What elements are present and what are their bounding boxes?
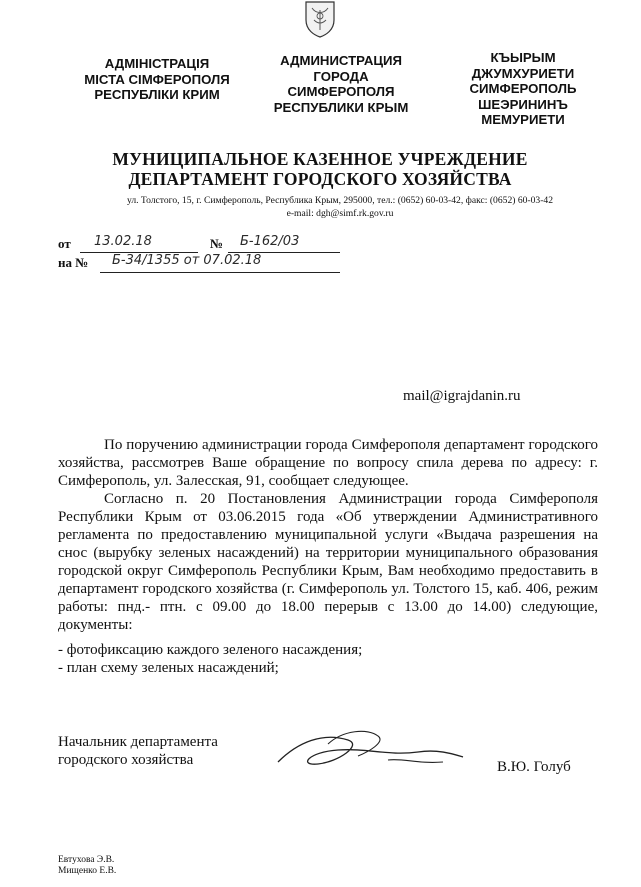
signatory-title-line2: городского хозяйства — [58, 752, 194, 768]
list-item: - план схему зеленых насаждений; — [58, 660, 279, 676]
reference-number: Б-34/1355 от 07.02.18 — [112, 253, 262, 268]
organization-email: e-mail: dgh@simf.rk.gov.ru — [286, 208, 394, 219]
list-item: - фотофиксацию каждого зеленого насаждения; — [58, 642, 363, 658]
letterhead-crimean-tatar: КЪЫРЫМ ДЖУМХУРИЕТИ СИМФЕРОПОЛЬ ШЕЭРИНИНЪ МЕМУРИЕТИ — [469, 50, 577, 127]
executor-name: Евтухова Э.В. — [58, 855, 115, 865]
reference-label: на № — [58, 255, 89, 270]
organization-name-line1: МУНИЦИПАЛЬНОЕ КАЗЕННОЕ УЧРЕЖДЕНИЕ — [112, 149, 528, 169]
reference-underline — [100, 272, 340, 273]
signatory-title — [58, 733, 218, 769]
outgoing-date: 13.02.18 — [94, 234, 152, 249]
letterhead-ukrainian: АДМІНІСТРАЦІЯ МІСТА СІМФЕРОПОЛЯ РЕСПУБЛІКИ КРИМ — [84, 56, 230, 102]
recipient-email: mail@igrajdanin.ru — [403, 388, 521, 404]
handwritten-signature — [268, 722, 468, 782]
outgoing-number: Б-162/03 — [240, 234, 300, 249]
number-label: № — [210, 236, 224, 251]
coat-of-arms-icon — [300, 0, 340, 38]
signatory-name: В.Ю. Голуб — [497, 759, 571, 775]
executor-name: Мищенко Е.В. — [58, 866, 117, 876]
date-label: от — [58, 236, 71, 251]
body-paragraph-1: По поручению администрации города Симферополя департамент городского хозяйства, рассмотрев Ваше обращение по вопросу спила дерева по адресу: г. Симферополь, ул. Залесская, 91, сообщает следующее. — [58, 437, 598, 489]
letterhead-russian: АДМИНИСТРАЦИЯ ГОРОДА СИМФЕРОПОЛЯ РЕСПУБЛИКИ КРЫМ — [273, 53, 409, 115]
signatory-title-line1: Начальник департамента — [58, 734, 218, 750]
organization-address: ул. Толстого, 15, г. Симферополь, Республика Крым, 295000, тел.: (0652) 60-03-42, факс: (0652) 60-03-42 — [126, 195, 554, 206]
body-paragraph-2: Согласно п. 20 Постановления Администрации города Симферополя Республики Крым от 03.06.2015 года «Об утверждении Административного регламента по предоставлению муниципальной услуги «Выдача разрешения на снос (вырубку зеленых насаждений) на территории муниципального образования городской округ Симферополь Республики Крым, Вам необходимо предоставить в департамент городского хозяйства (г. Симферополь ул. Толстого 15, каб. 406, режим работы: пнд.- птн. с 09.00 до 18.00 перерыв с 13.00 до 14.00) следующие, документы: — [58, 491, 598, 633]
organization-name-line2: ДЕПАРТАМЕНТ ГОРОДСКОГО ХОЗЯЙСТВА — [128, 169, 512, 189]
